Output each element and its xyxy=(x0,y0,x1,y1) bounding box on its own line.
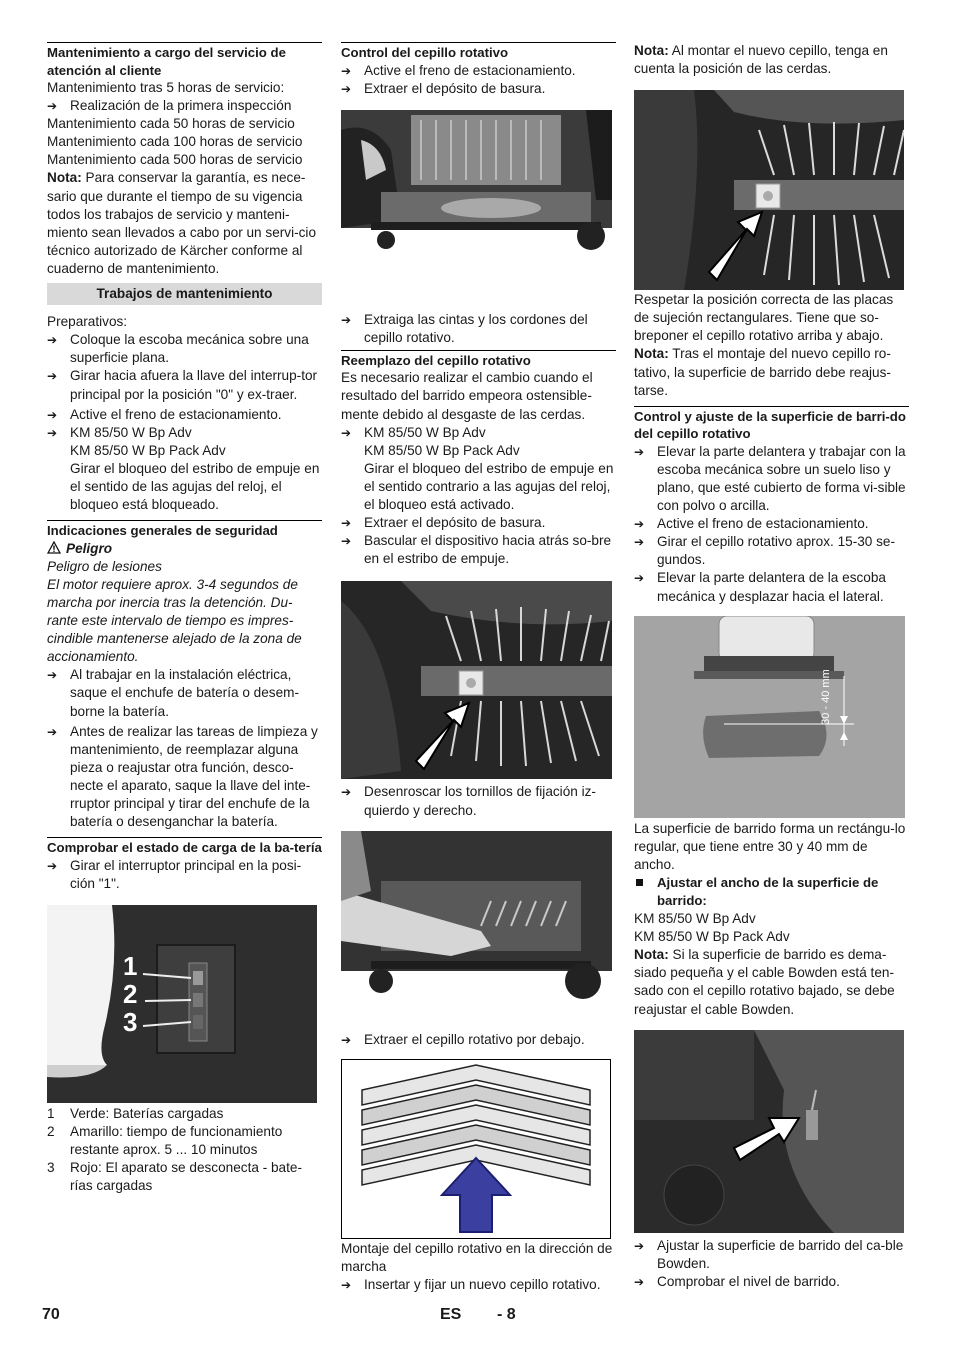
note-text: Tras el montaje del nuevo cepillo ro-tativo, la superficie de barrido debe reajus-tarse. xyxy=(634,346,891,398)
step-remove-key: ➔ Girar hacia afuera la llave del interrup-tor principal por la posición "0" y ex-traer. xyxy=(47,367,322,403)
text-lock-clockwise: Girar el bloqueo del estribo de empuje en el sentido de las agujas del reloj, el bloqueo está bloqueado. xyxy=(70,460,320,513)
step-adjust-bowden: ➔ Ajustar la superficie de barrido del ca-ble Bowden. xyxy=(634,1237,909,1273)
legend-list xyxy=(47,1105,322,1195)
step-raise-front: ➔ Elevar la parte delantera y trabajar con la escoba mecánica sobre un suelo liso y plano, que esté cubierto de forma vi-sible con polvo o arcilla. xyxy=(634,443,909,515)
step-remove-cords: ➔ Extraiga las cintas y los cordones del cepillo rotativo. xyxy=(341,311,616,347)
legend-text: Verde: Baterías cargadas xyxy=(70,1105,224,1121)
legend-number: 3 xyxy=(47,1160,55,1176)
step-model: ➔ KM 85/50 W Bp Adv xyxy=(47,424,322,442)
text-50h: Mantenimiento cada 50 horas de servicio xyxy=(47,116,295,132)
legend-item xyxy=(47,1123,322,1159)
sweep-pattern-illustration xyxy=(634,616,905,818)
heading-brush-control: Control del cepillo rotativo xyxy=(341,42,616,62)
image-battery-indicator xyxy=(47,905,317,1103)
callout-3: 3 xyxy=(123,1006,138,1037)
diagram-brush-direction xyxy=(341,1059,611,1239)
step-parking-brake: ➔ Active el freno de estacionamiento. xyxy=(47,406,322,424)
legend-number: 2 xyxy=(47,1123,55,1139)
step-switch-1: ➔ Girar el interruptor principal en la posi-ción "1". xyxy=(47,857,322,893)
text-model: KM 85/50 W Bp Adv xyxy=(634,911,756,927)
note-warranty xyxy=(47,169,322,278)
note-bowden xyxy=(634,946,909,1018)
note-label: Nota: xyxy=(634,346,669,362)
step-flat-surface: ➔ Coloque la escoba mecánica sobre una superficie plana. xyxy=(47,331,322,367)
heading-safety: Indicaciones generales de seguridad xyxy=(47,520,322,540)
text-clamp-plates: Respetar la posición correcta de las placas de sujeción rectangulares. Tiene que so-breponer el cepillo rotativo arriba y abajo. xyxy=(634,292,894,344)
brush-inspection-illustration xyxy=(341,110,612,253)
brush-screw-illustration xyxy=(341,581,612,779)
bowden-cable-illustration xyxy=(634,1030,904,1233)
chevron-bristles-diagram xyxy=(342,1060,610,1238)
image-bowden-cable xyxy=(634,1030,904,1233)
page-number: 70 xyxy=(42,1306,60,1323)
language-code: ES xyxy=(440,1306,462,1323)
step-insert-brush: ➔ Insertar y fijar un nuevo cepillo rotativo. xyxy=(341,1276,616,1294)
column-left xyxy=(47,42,322,1195)
heading-sweep-surface: Control y ajuste de la superficie de barri-do del cepillo rotativo xyxy=(634,406,909,443)
section-title-maintenance: Trabajos de mantenimiento xyxy=(47,283,322,305)
text-5h: Mantenimiento tras 5 horas de servicio: xyxy=(47,80,285,95)
brush-removal-illustration xyxy=(341,831,612,1011)
step-parking-brake: ➔ Active el freno de estacionamiento. xyxy=(634,515,909,533)
note-label: Nota: xyxy=(47,170,82,186)
image-brush-inspection xyxy=(341,110,612,253)
heading-battery: Comprobar el estado de carga de la ba-tería xyxy=(47,837,322,857)
step-remove-container: ➔ Extraer el depósito de basura. xyxy=(341,80,616,98)
step-model: ➔ KM 85/50 W Bp Adv xyxy=(341,424,616,442)
legend-text: Amarillo: tiempo de funcionamiento restante aprox. 5 ... 10 minutos xyxy=(70,1123,283,1158)
text-lock-counterclockwise: Girar el bloqueo del estribo de empuje en el sentido contrario a las agujas del reloj, el bloqueo está activado. xyxy=(364,460,614,513)
image-brush-screw xyxy=(341,581,612,779)
legend-text: Rojo: El aparato se desconecta - bate-rías cargadas xyxy=(70,1160,302,1194)
heading-customer-service: Mantenimiento a cargo del servicio de atención al cliente xyxy=(47,42,322,79)
legend-item xyxy=(47,1159,322,1195)
image-sweep-pattern xyxy=(634,616,905,818)
legend-item xyxy=(47,1105,322,1123)
step-move-sideways: ➔ Elevar la parte delantera de la escoba mecánica y desplazar hacia el lateral. xyxy=(634,569,909,605)
step-unscrew: ➔ Desenroscar los tornillos de fijación iz-quierdo y derecho. xyxy=(341,783,616,819)
step-disconnect: ➔ Antes de realizar las tareas de limpieza y mantenimiento, de reemplazar alguna pieza o reajustar otra función, desco-necte el aparato, saque la llave del inte-rruptor principal y tirar del enchufe de la batería o desenganchar la batería. xyxy=(47,723,322,832)
note-label: Nota: xyxy=(634,947,669,963)
text-100h: Mantenimiento cada 100 horas de servicio xyxy=(47,134,303,150)
text-sweep-rectangle: La superficie de barrido forma un rectángu-lo regular, que tiene entre 30 y 40 mm de ancho. xyxy=(634,820,906,872)
note-text: Para conservar la garantía, es nece-sario que durante el tiempo de su vigencia todos los trabajos de servicio y manteni-miento sean llevados a cabo por un servi-cio técnico autorizado de Kärcher conforme al cuaderno de mantenimiento. xyxy=(47,170,317,276)
warning-triangle-icon xyxy=(47,541,61,554)
text-model-pack: KM 85/50 W Bp Pack Adv xyxy=(634,929,790,945)
step-tilt-back: ➔ Bascular el dispositivo hacia atrás so-bre en el estribo de empuje. xyxy=(341,532,616,568)
note-text: Al montar el nuevo cepillo, tenga en cuenta la posición de las cerdas. xyxy=(634,43,888,77)
text-500h: Mantenimiento cada 500 horas de servicio xyxy=(47,152,303,168)
legend-number: 1 xyxy=(47,1105,55,1121)
new-brush-illustration xyxy=(634,90,904,290)
heading-brush-replace: Reemplazo del cepillo rotativo xyxy=(341,350,616,370)
text-preparations: Preparativos: xyxy=(47,314,128,330)
column-middle xyxy=(341,42,616,1294)
step-rotate-brush: ➔ Girar el cepillo rotativo aprox. 15-30 se-gundos. xyxy=(634,533,909,569)
callout-2: 2 xyxy=(123,978,138,1009)
dimension-label: 30 - 40 mm xyxy=(819,668,832,725)
step-check-level: ➔ Comprobar el nivel de barrido. xyxy=(634,1273,909,1291)
diagram-caption: Montaje del cepillo rotativo en la dirección de marcha xyxy=(341,1240,613,1274)
text-replace-intro: Es necesario realizar el cambio cuando el resultado del barrido empeora ostensible-mente debido al desgaste de las cerdas. xyxy=(341,370,593,422)
note-label: Nota: xyxy=(634,43,669,58)
danger-text: El motor requiere aprox. 3-4 segundos de marcha por inercia tras la detención. Du-rante este intervalo de tiempo es impres-cindible mantenerse alejado de la zona de accionamiento. xyxy=(47,576,302,665)
image-new-brush xyxy=(634,90,904,290)
battery-panel-illustration xyxy=(47,905,317,1103)
danger-subtitle: Peligro de lesiones xyxy=(47,558,162,574)
danger-label: Peligro xyxy=(66,540,113,556)
step-extract-brush: ➔ Extraer el cepillo rotativo por debajo. xyxy=(341,1031,616,1049)
note-readjust xyxy=(634,345,909,399)
step-first-inspection: ➔ Realización de la primera inspección xyxy=(47,97,322,115)
image-brush-removal xyxy=(341,831,612,1011)
step-parking-brake: ➔ Active el freno de estacionamiento. xyxy=(341,62,616,80)
step-remove-container: ➔ Extraer el depósito de basura. xyxy=(341,514,616,532)
text-model-pack: KM 85/50 W Bp Pack Adv xyxy=(364,442,520,458)
callout-1: 1 xyxy=(123,950,138,981)
bullet-adjust-width: Ajustar el ancho de la superficie de barrido: xyxy=(634,874,909,910)
step-battery-plug: ➔ Al trabajar en la instalación eléctrica, saque el enchufe de batería o desem-borne la batería. xyxy=(47,666,322,720)
note-bristles xyxy=(634,42,909,78)
note-text: Si la superficie de barrido es dema-siado pequeña y el cable Bowden está ten-sado con el cepillo rotativo bajado, se debe reajustar el cable Bowden. xyxy=(634,947,895,1017)
column-right xyxy=(634,42,909,1291)
danger-line xyxy=(47,540,322,558)
text-model-pack: KM 85/50 W Bp Pack Adv xyxy=(70,442,226,458)
page-subnumber: - 8 xyxy=(497,1306,516,1323)
